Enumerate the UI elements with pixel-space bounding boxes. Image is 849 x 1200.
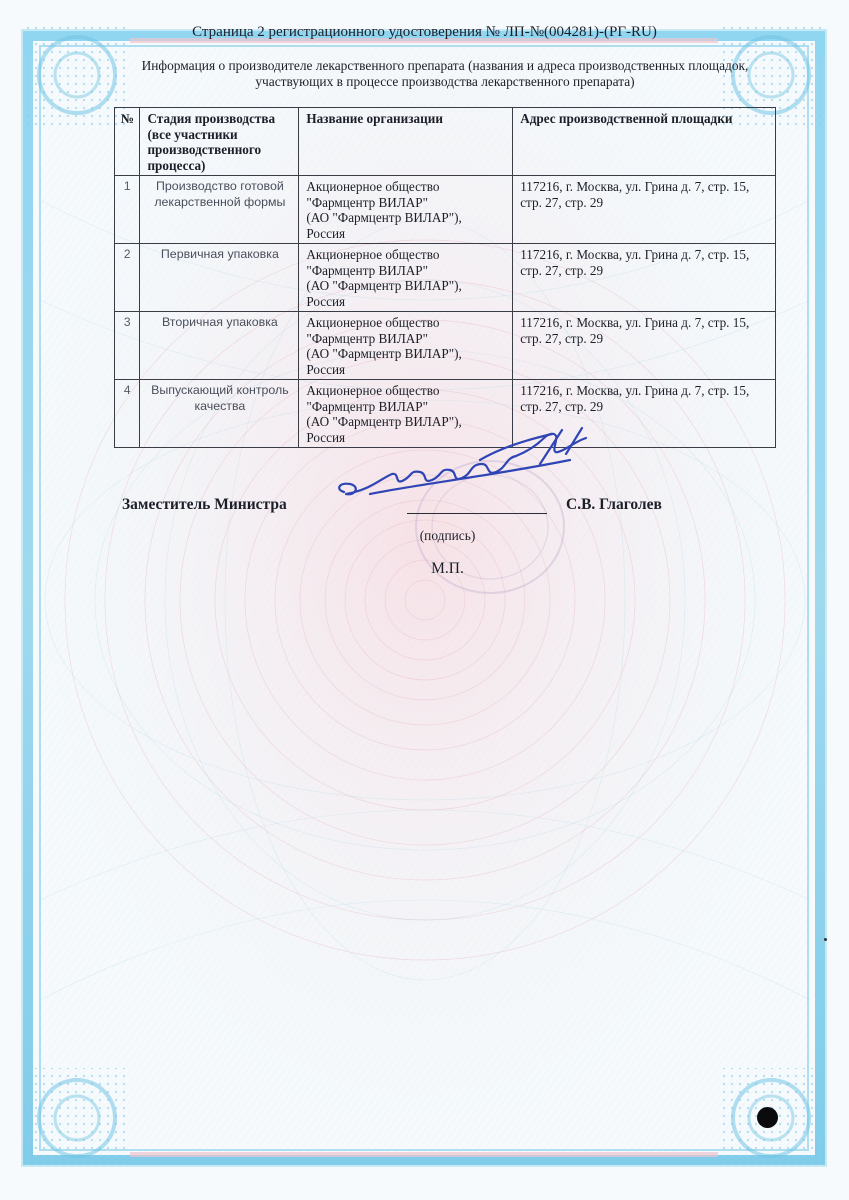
row-num: 1	[115, 176, 140, 244]
header-address: Адрес производственной площадки	[513, 108, 776, 176]
org-line: Россия	[306, 361, 346, 377]
row-org	[299, 244, 513, 312]
header-stage: Стадия производства (все участники производственного процесса)	[140, 108, 299, 176]
heading-line-1: Информация о производителе лекарственного препарата (названия и адреса производственных площадок,	[141, 58, 749, 73]
org-line: (АО "Фармцентр ВИЛАР"),	[306, 414, 462, 429]
row-stage: Производство готовой лекарственной формы	[140, 176, 299, 244]
org-line: Акционерное общество	[306, 179, 440, 194]
org-line: Акционерное общество	[306, 315, 440, 330]
row-stage: Вторичная упаковка	[140, 312, 299, 380]
row-address: 117216, г. Москва, ул. Грина д. 7, стр. 15, стр. 27, стр. 29	[513, 244, 776, 312]
table-row	[115, 176, 776, 244]
signer-title: Заместитель Министра	[122, 496, 287, 513]
header-num: №	[115, 108, 140, 176]
org-line: Россия	[306, 225, 346, 241]
hole-icon	[757, 1107, 778, 1128]
org-line: "Фармцентр ВИЛАР"	[306, 194, 429, 210]
row-stage: Первичная упаковка	[140, 244, 299, 312]
signature-icon	[330, 424, 600, 514]
row-num: 3	[115, 312, 140, 380]
signature-caption: (подпись)	[419, 528, 476, 543]
table-row	[115, 244, 776, 312]
signer-name: С.В. Глаголев	[566, 496, 662, 513]
org-line: (АО "Фармцентр ВИЛАР"),	[306, 278, 462, 293]
org-line: (АО "Фармцентр ВИЛАР"),	[306, 346, 462, 361]
org-line: Россия	[306, 429, 346, 445]
org-line: Акционерное общество	[306, 247, 440, 262]
org-line: Россия	[306, 293, 346, 309]
heading-line-2: участвующих в процессе производства лекарственного препарата)	[255, 74, 635, 89]
org-line: "Фармцентр ВИЛАР"	[306, 398, 429, 414]
table-row	[115, 312, 776, 380]
manufacturer-info-heading	[100, 58, 790, 90]
speck-icon	[824, 938, 827, 941]
manufacturer-table	[114, 107, 776, 448]
org-line: (АО "Фармцентр ВИЛАР"),	[306, 210, 462, 225]
row-address: 117216, г. Москва, ул. Грина д. 7, стр. 15, стр. 27, стр. 29	[513, 176, 776, 244]
row-address: 117216, г. Москва, ул. Грина д. 7, стр. 15, стр. 27, стр. 29	[513, 312, 776, 380]
row-num: 4	[115, 380, 140, 448]
org-line: Акционерное общество	[306, 383, 440, 398]
org-line: "Фармцентр ВИЛАР"	[306, 262, 429, 278]
table-header-row	[115, 108, 776, 176]
row-stage: Выпускающий контроль качества	[140, 380, 299, 448]
row-num: 2	[115, 244, 140, 312]
header-org: Название организации	[299, 108, 513, 176]
seal-place-label: М.П.	[431, 560, 464, 577]
row-address: 117216, г. Москва, ул. Грина д. 7, стр. 15, стр. 27, стр. 29	[513, 380, 776, 448]
page-header-title: Страница 2 регистрационного удостоверения № ЛП-№(004281)-(РГ-RU)	[192, 24, 657, 40]
row-org	[299, 176, 513, 244]
row-org	[299, 312, 513, 380]
org-line: "Фармцентр ВИЛАР"	[306, 330, 429, 346]
